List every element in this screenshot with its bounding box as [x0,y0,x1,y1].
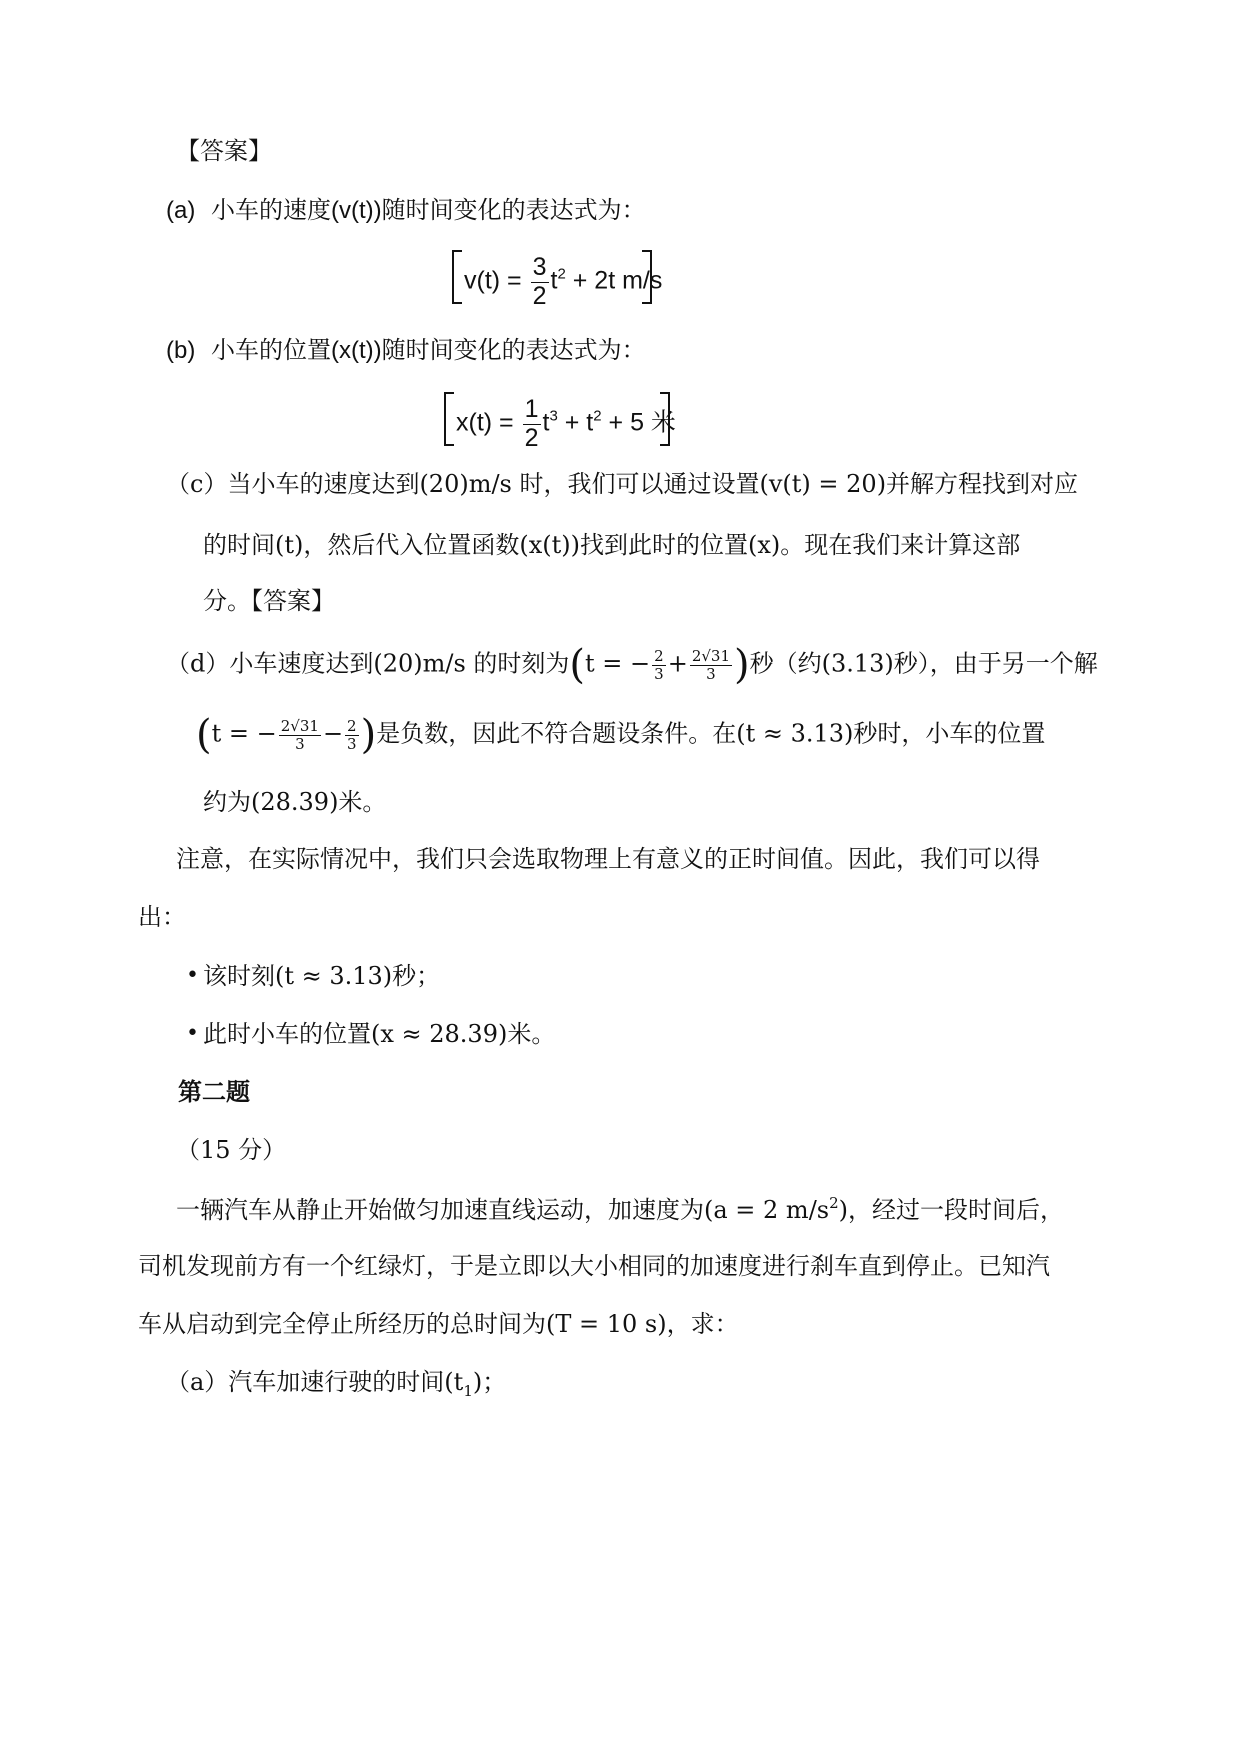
question-2-line-1 [176,1194,1241,1225]
question-2-sub-a-end: )； [472,1368,507,1396]
part-c-line-3: 分。【答案】 [203,587,335,615]
note-line-1: 注意，在实际情况中，我们只会选取物理上有意义的正时间值。因此，我们可以得 [176,845,1040,873]
question-2-title: 第二题 [178,1078,250,1106]
part-d-fraction-3: $\frac{2√31}{3}$ [280,717,319,753]
equation-b-right-bracket [660,392,670,446]
equation-b-exponent: 3 [549,407,558,425]
part-d-line-2: (t = − $\frac{2√31}{3}$ − $\frac{2}{3}$ )是负数，因此不符合题设条件。在(t ≈ 3.13)秒时，小车的位置 [196,712,1046,758]
answer-header: 【答案】 [176,137,272,165]
part-b-text-after: 随时间变化的表达式为： [381,336,646,364]
part-a-label: (a) [166,197,196,224]
question-2-sub-a-index: 1 [463,1382,473,1400]
part-c-line-2: 的时间(t)，然后代入位置函数(x(t))找到此时的位置(x)。现在我们来计算这部 [203,531,1021,559]
equation-a-exponent: 2 [557,265,566,283]
equation-b-fraction: $\frac{1}{2}$ [524,395,539,452]
question-2-score: （15 分） [176,1136,287,1164]
question-2-line-3: 车从启动到完全停止所经历的总时间为(T = 10 s)，求： [138,1310,739,1338]
question-2-line-1-exponent: 2 [829,1194,839,1212]
equation-a-right-bracket [642,250,652,304]
part-a-text-before: 小车的速度 [210,196,331,224]
part-d-plus: + [667,649,688,678]
part-d-fraction-1: $\frac{2}{3}$ [654,647,664,683]
part-d-t-expr: t = − [585,649,651,678]
equation-b-t: t [542,408,550,437]
part-d-other-t: t = − [211,719,277,748]
part-d-line-1: （d）小车速度达到(20)m/s 的时刻为(t = − $\frac{2}{3}$ + $\frac{2√31}{3}$ )秒（约(3.13)秒），由于另一个解 [166,642,1098,688]
question-2-line-1-b: )，经过一段时间后， [838,1196,1065,1224]
bullet-item-1: 该时刻(t ≈ 3.13)秒； [203,962,441,990]
part-d-minus: − [322,719,344,748]
equation-a-left-bracket [452,250,462,304]
part-c-line-1: （c）当小车的速度达到(20)m/s 时，我们可以通过设置(v(t) = 20)并解方程找到对应 [166,470,1079,498]
part-a-line [166,196,1241,226]
equation-b [444,392,676,452]
part-d-line-3: 约为(28.39)米。 [203,788,387,816]
question-2-sub-a [166,1368,1241,1400]
equation-a-fraction: $\frac{3}{2}$ [532,253,547,310]
part-d-line-1-b: 秒（约(3.13)秒），由于另一个解 [749,649,1098,678]
part-d-line-1-a: （d）小车速度达到(20)m/s 的时刻为 [166,649,570,678]
part-a-text-after: 随时间变化的表达式为： [381,196,646,224]
question-2-line-1-a: 一辆汽车从静止开始做匀加速直线运动，加速度为(a = 2 m/s [176,1196,830,1224]
equation-a-rest: + 2t m/s [565,266,663,295]
part-d-fraction-4: $\frac{2}{3}$ [347,717,357,753]
equation-a-lhs: v(t) = [464,266,522,295]
part-b-label: (b) [166,337,196,364]
question-2-line-2: 司机发现前方有一个红绿灯，于是立即以大小相同的加速度进行刹车直到停止。已知汽 [138,1252,1050,1280]
equation-b-rest: + 5 米 [601,408,676,437]
bullet-dot-2: • [186,1021,199,1046]
bullet-item-2: 此时小车的位置(x ≈ 28.39)米。 [203,1020,556,1048]
part-b-text-before: 小车的位置 [210,336,331,364]
question-2-sub-a-text: （a）汽车加速行驶的时间(t [166,1368,464,1396]
equation-b-left-bracket [444,392,454,446]
part-b-line [166,336,1241,366]
equation-b-mid: + t [557,408,594,437]
equation-b-exponent-2: 2 [593,407,602,425]
bullet-dot-1: • [186,963,199,988]
part-b-var: (x(t)) [330,337,382,364]
part-a-var: (v(t)) [330,197,382,224]
part-d-fraction-2: $\frac{2√31}{3}$ [691,647,731,683]
equation-b-lhs: x(t) = [456,408,514,437]
equation-a [452,250,663,310]
part-d-line-2-b: 是负数，因此不符合题设条件。在(t ≈ 3.13)秒时，小车的位置 [376,719,1046,748]
equation-a-t: t [550,266,558,295]
note-line-2: 出： [138,903,186,931]
